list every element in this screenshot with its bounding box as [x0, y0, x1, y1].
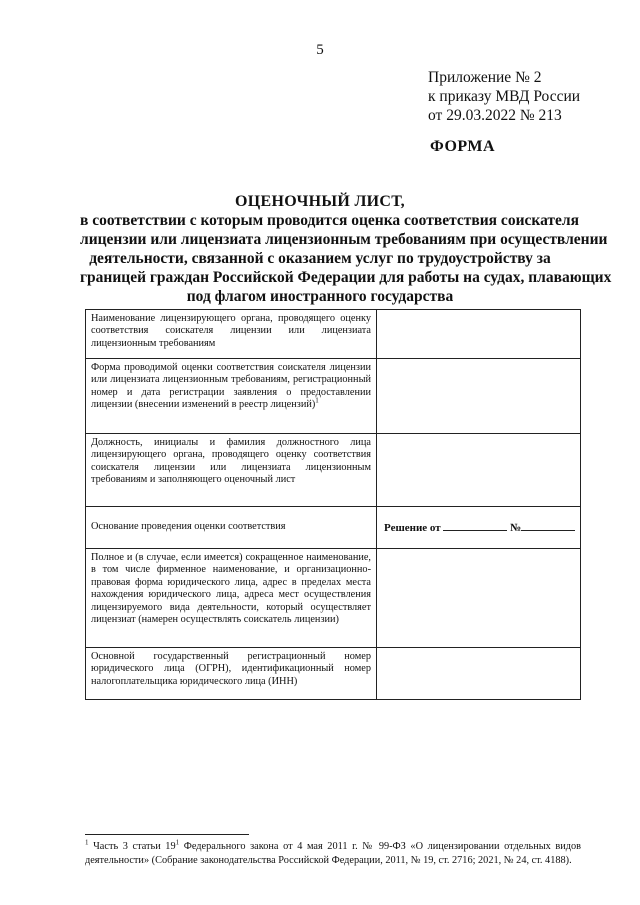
subtitle-line: в соответствии с которым проводится оценка соответствия соискателя: [80, 212, 579, 229]
row-value-field[interactable]: [377, 549, 581, 648]
row-value-field[interactable]: [377, 359, 581, 434]
appendix-line: от 29.03.2022 № 213: [428, 107, 562, 124]
form-label: ФОРМА: [430, 138, 496, 155]
footnote-ref[interactable]: 1: [315, 396, 319, 405]
footnote: [85, 840, 581, 867]
row-label: Наименование лицензирующего органа, проводящего оценку соответствия соискателя лицензии или лицензиата лицензионным требованиям: [86, 310, 377, 359]
appendix-reference: [428, 68, 580, 125]
row-label: Форма проводимой оценки соответствия соискателя лицензии или лицензиата лицензионным требованиям, регистрационный номер и дата регистрации заявления о предоставлении лицензии (внесении изменений в реестр лицензий)$^1$: [86, 359, 377, 434]
table-row: [86, 507, 581, 549]
decision-date-input[interactable]: [443, 520, 507, 531]
subtitle-line: лицензии или лицензиата лицензионным требованиям при осуществлении: [80, 231, 608, 248]
decision-field: [377, 507, 581, 549]
row-label: Должность, инициалы и фамилия должностного лица лицензирующего органа, проводящего оценку соответствия соискателя лицензии или лицензиата лицензионным требованиям и заполняющего оценочный лист: [86, 434, 377, 507]
table-row: [86, 648, 581, 700]
appendix-line: Приложение № 2: [428, 69, 542, 86]
table-row: [86, 549, 581, 648]
page-number: 5: [316, 42, 324, 58]
evaluation-table: [85, 309, 581, 700]
footnote-text: Часть 3 статьи 19: [93, 841, 176, 852]
document-title: [80, 192, 612, 306]
footnote-mark: 1: [85, 838, 89, 847]
row-value-field[interactable]: [377, 434, 581, 507]
subtitle-line: границей граждан Российской Федерации для работы на судах, плавающих: [80, 269, 612, 286]
footnote-text-cont: Федерального закона от 4 мая 2011 г. № 99-ФЗ «О лицензировании отдельных видов деятельности» (Собрание законодательства Российской Федерации, 2011, № 19, ст. 2716; 2021, № 24, ст. 4188).: [85, 841, 581, 866]
appendix-line: к приказу МВД России: [428, 88, 581, 105]
table-row: [86, 310, 581, 359]
row-value-field[interactable]: [377, 310, 581, 359]
table-row: [86, 359, 581, 434]
row-label: Основание проведения оценки соответствия: [86, 507, 377, 549]
decision-date-label: Решение от: [384, 522, 441, 535]
subtitle-line: деятельности, связанной с оказанием услуг по трудоустройству за: [89, 250, 551, 267]
footnote-separator: [85, 834, 249, 835]
title-main: ОЦЕНОЧНЫЙ ЛИСТ,: [235, 193, 405, 210]
row-value-field[interactable]: [377, 648, 581, 700]
row-label: Основной государственный регистрационный номер юридического лица (ОГРН), идентификационный номер налогоплательщика юридического лица (ИНН): [86, 648, 377, 700]
title-subtitle: [80, 211, 612, 306]
decision-number-input[interactable]: [521, 520, 575, 531]
subtitle-line: под флагом иностранного государства: [186, 288, 454, 305]
decision-number-label: №: [510, 522, 522, 535]
table-row: [86, 434, 581, 507]
footnote-sup: 1: [175, 838, 180, 847]
row-label: Полное и (в случае, если имеется) сокращенное наименование, в том числе фирменное наименование, и организационно-правовая форма юридического лица, адрес в пределах места нахождения юридического лица, адреса мест осуществления лицензируемого вида деятельности, который осуществляет лицензиат (намерен осуществлять соискатель лицензии): [86, 549, 377, 648]
